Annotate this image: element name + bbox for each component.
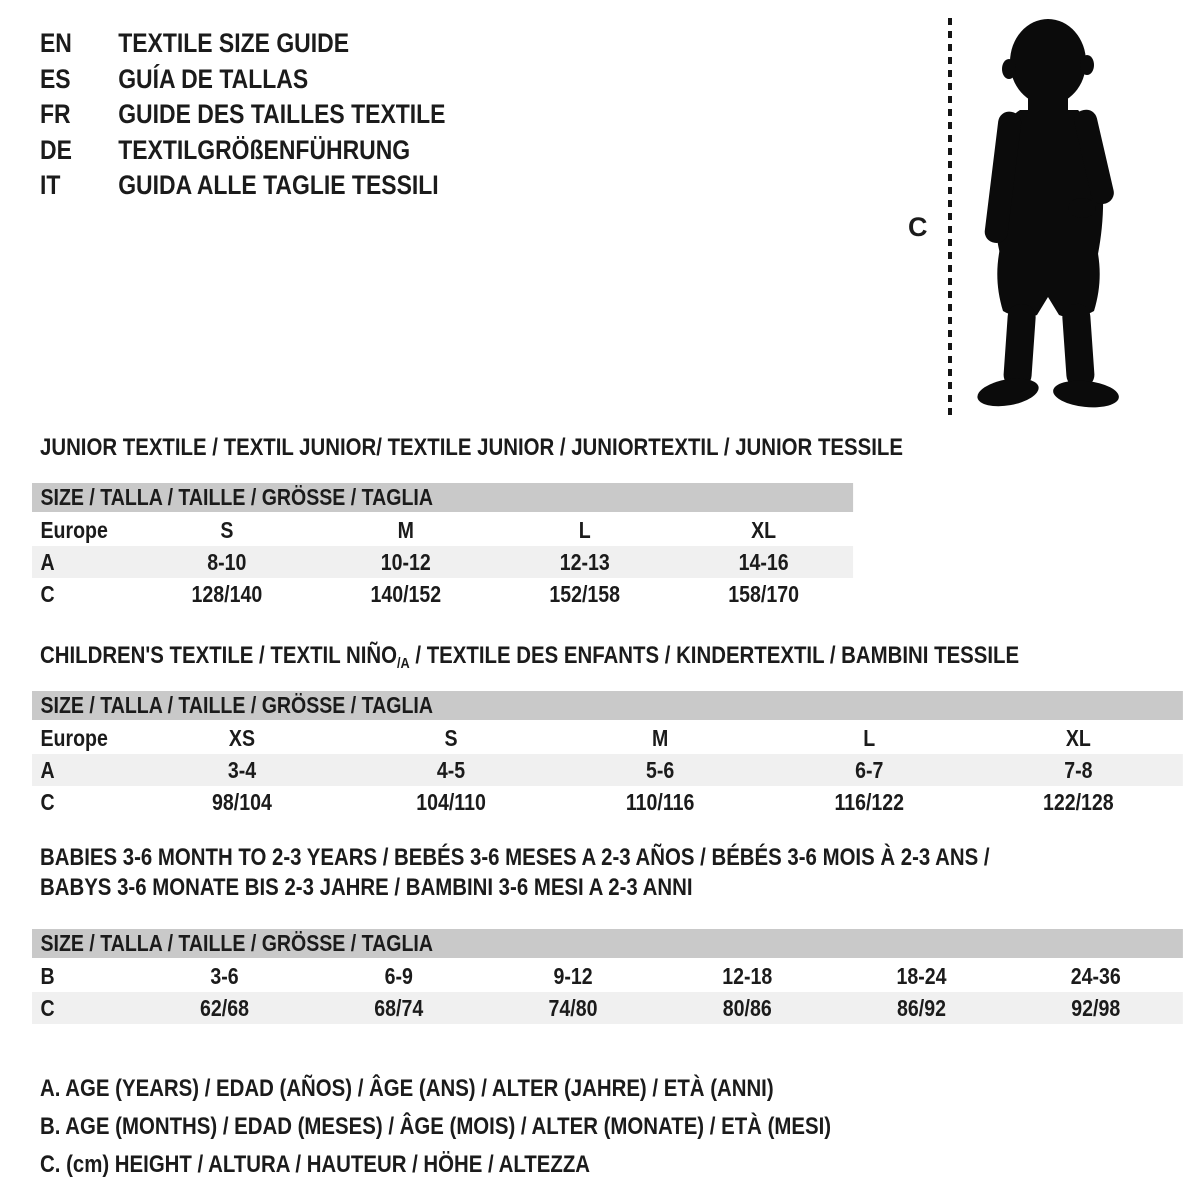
legend-line-a: A. AGE (YEARS) / EDAD (AÑOS) / ÂGE (ANS) / ALTER (JAHRE) / ETÀ (ANNI) [40,1075,774,1102]
size-header-text: SIZE / TALLA / TAILLE / GRÖSSE / TAGLIA [40,692,433,718]
size-header-row [32,929,1183,958]
babies-section-title [40,843,990,903]
table-cell: 128/140 [191,580,263,607]
table-cell: 3-4 [227,756,257,783]
table-cell: XL [1065,724,1091,751]
language-row [40,133,445,169]
table-cell: XS [228,724,255,751]
table-cell: 6-9 [384,962,413,989]
table-cell: 86/92 [897,994,946,1021]
table-row [32,960,1183,992]
table-cell: S [444,724,458,751]
table-row [32,754,1183,786]
table-cell: 98/104 [212,788,272,815]
language-code: DE [40,134,72,165]
table-cell: 158/170 [728,580,799,607]
table-row [32,514,853,546]
table-row [32,546,853,578]
table-cell: 18-24 [896,962,947,989]
language-row [40,62,445,98]
legend [40,1070,831,1184]
children-title-sub: /A [396,655,410,672]
table-cell: 122/128 [1043,788,1114,815]
table-cell: S [220,516,234,543]
height-measure-dashed-line [948,18,952,416]
size-header-text: SIZE / TALLA / TAILLE / GRÖSSE / TAGLIA [40,930,433,956]
babies-title-line2: BABYS 3-6 MONATE BIS 2-3 JAHRE / BAMBINI 3-6 MESI A 2-3 ANNI [40,874,693,901]
table-cell: 4-5 [436,756,466,783]
table-cell: 7-8 [1064,756,1093,783]
table-cell: 152/158 [549,580,621,607]
table-cell: M [651,724,669,751]
language-title-list [40,26,445,204]
children-title-post: / TEXTILE DES ENFANTS / KINDERTEXTIL / BAMBINI TESSILE [409,642,1020,669]
table-cell: 12-18 [722,962,773,989]
table-row [32,786,1183,818]
table-cell: 3-6 [210,962,239,989]
table-cell: XL [751,516,777,543]
height-measure-label: C [908,212,928,242]
table-cell: 116/122 [834,788,905,815]
size-header-text: SIZE / TALLA / TAILLE / GRÖSSE / TAGLIA [40,484,433,510]
row-label: A [40,756,55,783]
table-cell: 104/110 [416,788,486,815]
children-section-title [40,642,1019,670]
babies-size-table [32,929,1183,1024]
table-cell: 24-36 [1070,962,1121,989]
legend-line-b: B. AGE (MONTHS) / EDAD (MESES) / ÂGE (MOIS) / ALTER (MONATE) / ETÀ (MESI) [40,1113,832,1140]
table-cell: 68/74 [374,994,424,1021]
language-code: FR [40,99,71,129]
junior-section-title: JUNIOR TEXTILE / TEXTIL JUNIOR/ TEXTILE JUNIOR / JUNIORTEXTIL / JUNIOR TESSILE [40,434,903,461]
table-cell: 110/116 [625,788,695,815]
table-cell: 74/80 [548,994,598,1021]
table-cell: 12-13 [559,548,610,575]
row-label: B [40,962,55,989]
table-cell: L [863,724,876,751]
babies-title-line1: BABIES 3-6 MONTH TO 2-3 YEARS / BEBÉS 3-6 MESES A 2-3 AÑOS / BÉBÉS 3-6 MOIS À 2-3 ANS / [40,844,990,871]
table-row [32,992,1183,1024]
table-cell: L [578,516,591,543]
row-label: C [40,788,55,815]
legend-line-c: C. (cm) HEIGHT / ALTURA / HAUTEUR / HÖHE / ALTEZZA [40,1151,591,1178]
language-code: EN [40,28,72,58]
children-title-pre: CHILDREN'S TEXTILE / TEXTIL NIÑO [40,642,397,669]
size-header-row [32,691,1183,720]
toddler-silhouette-icon [958,12,1140,418]
table-cell: 6-7 [855,756,884,783]
table-cell: 80/86 [722,994,772,1021]
row-label: A [40,548,55,575]
table-cell: 140/152 [370,580,442,607]
language-title: GUÍA DE TALLAS [118,63,309,94]
language-title: TEXTILGRÖßENFÜHRUNG [118,134,411,165]
table-cell: 8-10 [207,548,247,575]
language-row [40,26,445,62]
table-cell: M [397,516,414,543]
table-cell: 10-12 [380,548,431,575]
row-label: Europe [40,724,108,751]
children-size-table [32,691,1183,818]
junior-size-table [32,483,853,610]
language-title: GUIDE DES TAILLES TEXTILE [118,99,446,129]
table-row [32,722,1183,754]
language-code: ES [40,63,71,94]
language-title: GUIDA ALLE TAGLIE TESSILI [118,170,439,200]
language-row [40,168,445,204]
language-row [40,97,445,133]
table-cell: 5-6 [646,756,675,783]
row-label: Europe [40,516,108,543]
row-label: C [40,994,55,1021]
language-title: TEXTILE SIZE GUIDE [118,28,350,58]
size-header-row [32,483,853,512]
table-cell: 9-12 [553,962,593,989]
table-row [32,578,853,610]
language-code: IT [40,170,61,200]
table-cell: 62/68 [200,994,249,1021]
table-cell: 14-16 [738,548,789,575]
row-label: C [40,580,55,607]
table-cell: 92/98 [1071,994,1121,1021]
